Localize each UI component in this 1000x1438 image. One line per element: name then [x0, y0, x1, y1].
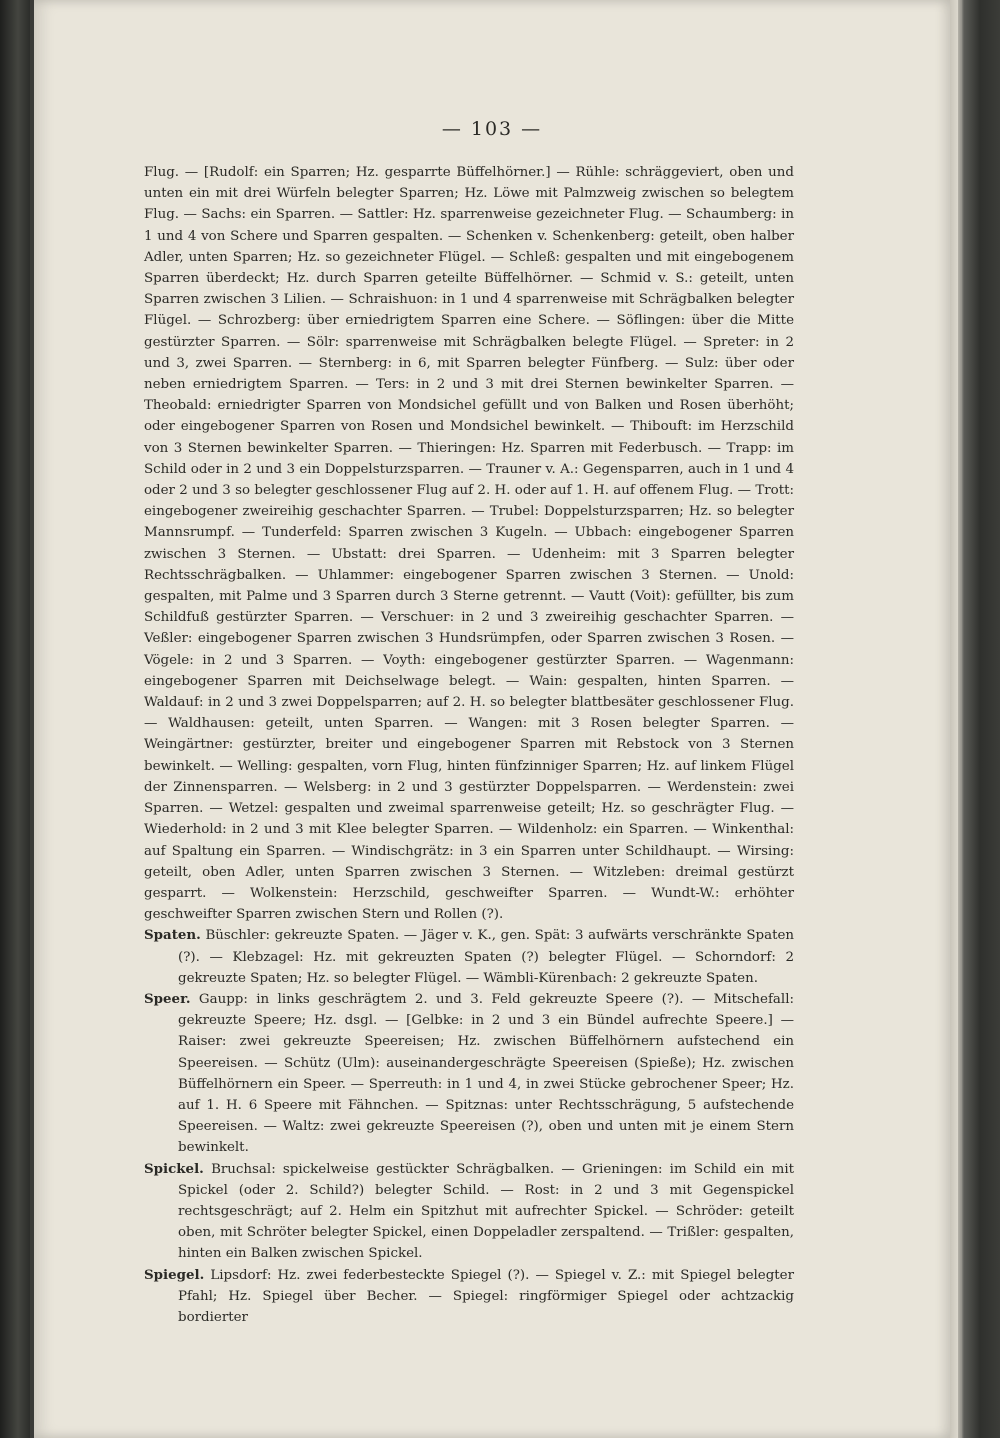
entry-keyword: Spaten.	[144, 927, 201, 944]
entry-keyword: Speer.	[144, 990, 191, 1007]
continuation-paragraph: Flug. — [Rudolf: ein Sparren; Hz. gesparrte Büffelhörner.] — Rühle: schräggeviert, oben und unten ein mit drei Würfeln belegter Sparren; Hz. Löwe mit Palmzweig zwischen so belegtem Flug. — Sachs: ein Sparren. — Sattler: Hz. sparrenweise gezeichneter Flug. — Schaumberg: in 1 und 4 von Schere und Sparren gespalten. — Schenken v. Schenkenberg: geteilt, oben halber Adler, unten Sparren; Hz. so gezeichneter Flügel. — Schleß: gespalten und mit eingebogenem Sparren überdeckt; Hz. durch Sparren geteilte Büffelhörner. — Schmid v. S.: geteilt, unten Sparren zwischen 3 Lilien. — Schraishuon: in 1 und 4 sparrenweise mit Schrägbalken belegter Flügel. — Schrozberg: über erniedrigtem Sparren eine Schere. — Söflingen: über die Mitte gestürzter Sparren. — Sölr: sparrenweise mit Schrägbalken belegte Flügel. — Spreter: in 2 und 3, zwei Sparren. — Sternberg: in 6, mit Sparren belegter Fünfberg. — Sulz: über oder neben erniedrigtem Sparren. — Ters: in 2 und 3 mit drei Sternen bewinkelter Sparren. — Theobald: erniedrigter Sparren von Mondsichel gefüllt und von Balken und Rosen überhöht; oder eingebogener Sparren von Rosen und Mondsichel bewinkelt. — Thibouft: im Herzschild von 3 Sternen bewinkelter Sparren. — Thieringen: Hz. Sparren mit Federbusch. — Trapp: im Schild oder in 2 und 3 ein Doppelsturzsparren. — Trauner v. A.: Gegensparren, auch in 1 und 4 oder 2 und 3 so belegter geschlossener Flug auf 2. H. oder auf 1. H. auf offenem Flug. — Trott: eingebogener zweireihig geschachter Sparren. — Trubel: Doppelsturzsparren; Hz. so belegter Mannsrumpf. — Tunderfeld: Sparren zwischen 3 Kugeln. — Ubbach: eingebogener Sparren zwischen 3 Sternen. — Ubstatt: drei Sparren. — Udenheim: mit 3 Sparren belegter Rechtsschrägbalken. — Uhlammer: eingebogener Sparren zwischen 3 Sternen. — Unold: gespalten, mit Palme und 3 Sparren durch 3 Sterne getrennt. — Vautt (Voit): gefüllter, bis zum Schildfuß gestürzter Sparren. — Verschuer: in 2 und 3 zweireihig geschachter Sparren. — Veßler: eingebogener Sparren zwischen 3 Hundsrümpfen, oder Sparren zwischen 3 Rosen. — Vögele: in 2 und 3 Sparren. — Voyth: eingebogener gestürzter Sparren. — Wagenmann: eingebogener Sparren mit Deichselwage belegt. — Wain: gespalten, hinten Sparren. — Waldauf: in 2 und 3 zwei Doppelsparren; auf 2. H. so belegter blattbesäter geschlossener Flug. — Waldhausen: geteilt, unten Sparren. — Wangen: mit 3 Rosen belegter Sparren. — Weingärtner: gestürzter, breiter und eingebogener Sparren mit Rebstock von 3 Sternen bewinkelt. — Welling: gespalten, vorn Flug, hinten fünfzinniger Sparren; Hz. auf linkem Flügel der Zinnensparren. — Welsberg: in 2 und 3 gestürzter Doppelsparren. — Werdenstein: zwei Sparren. — Wetzel: gespalten und zweimal sparrenweise geteilt; Hz. so geschrägter Flug. — Wiederhold: in 2 und 3 mit Klee belegter Sparren. — Wildenholz: ein Sparren. — Winkenthal: auf Spaltung ein Sparren. — Windischgrätz: in 3 ein Sparren unter Schildhaupt. — Wirsing: geteilt, oben Adler, unten Sparren zwischen 3 Sternen. — Witzleben: dreimal gestürzt gesparrt. — Wolkenstein: Herzschild, geschweifter Sparren. — Wundt-W.: erhöhter geschweifter Sparren zwischen Stern und Rollen (?).	[144, 165, 794, 923]
page-text	[144, 162, 794, 1328]
entry-spiegel	[144, 1265, 794, 1329]
entry-text: Lipsdorf: Hz. zwei federbesteckte Spiegel (?). — Spiegel v. Z.: mit Spiegel belegter Pfahl; Hz. Spiegel über Becher. — Spiegel: ringförmiger Spiegel oder achtzackig bordierter	[178, 1267, 794, 1325]
entry-spickel	[144, 1159, 794, 1265]
entry-text: Büschler: gekreuzte Spaten. — Jäger v. K., gen. Spät: 3 aufwärts verschränkte Spaten (?). — Klebzagel: Hz. mit gekreuzten Spaten (?) belegter Flügel. — Schorndorf: 2 gekreuzte Spaten; Hz. so belegter Flügel. — Wämbli-Kürenbach: 2 gekreuzte Spaten.	[178, 928, 794, 986]
page-number: — 103 —	[441, 118, 543, 140]
entry-spaten	[144, 925, 794, 989]
book-page	[34, 0, 950, 1438]
entry-keyword: Spiegel.	[144, 1266, 205, 1283]
entry-text: Bruchsal: spickelweise gestückter Schrägbalken. — Grieningen: im Schild ein mit Spickel (oder 2. Schild?) belegter Schild. — Rost: in 2 und 3 mit Gegenspickel rechtsgeschrägt; auf 2. Helm ein Spitzhut mit aufrechter Spickel. — Schröder: geteilt oben, mit Schröter belegter Spickel, einen Doppeladler zerspaltend. — Trißler: gespalten, hinten ein Balken zwischen Spickel.	[178, 1161, 794, 1262]
entry-keyword: Spickel.	[144, 1160, 204, 1177]
entry-speer	[144, 989, 794, 1159]
entry-text: Gaupp: in links geschrägtem 2. und 3. Feld gekreuzte Speere (?). — Mitschefall: gekreuzte Speere; Hz. dsgl. — [Gelbke: in 2 und 3 ein Bündel aufrechte Speere.] — Raiser: zwei gekreuzte Speereisen; Hz. zwischen Büffelhörnern aufstechend ein Speereisen. — Schütz (Ulm): auseinandergeschrägte Speereisen (Spieße); Hz. zwischen Büffelhörnern ein Speer. — Sperreuth: in 1 und 4, in zwei Stücke gebrochener Speer; Hz. auf 1. H. 6 Speere mit Fähnchen. — Spitznas: unter Rechtsschrägung, 5 aufstechende Speereisen. — Waltz: zwei gekreuzte Speereisen (?), oben und unten mit je einem Stern bewinkelt.	[178, 991, 794, 1156]
page-edge-line	[958, 0, 962, 1438]
book-binding	[0, 0, 30, 1438]
